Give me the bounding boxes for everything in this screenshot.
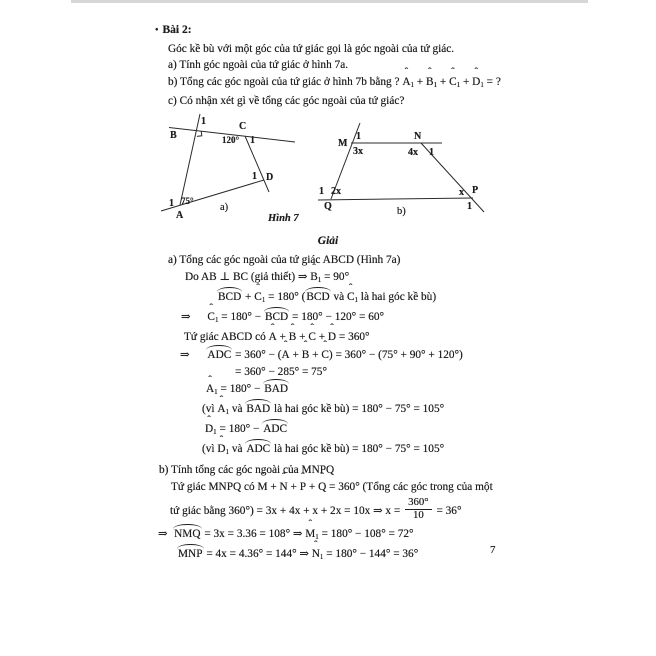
problem-line: c) Có nhận xét gì về tổng các góc ngoài của tứ giác? — [168, 95, 405, 108]
angle-hat: B ˆ — [310, 269, 318, 286]
label-ext-b1: 1 — [201, 116, 206, 127]
angle-hat: D ˆ — [472, 74, 480, 91]
line-cd-extended — [245, 136, 269, 192]
label-ext-d1: 1 — [252, 171, 257, 182]
solution-heading: Giải — [317, 235, 339, 247]
label-angle-c: 120° — [222, 135, 240, 145]
solution-line: ⇒ NMQ = 3x = 3.36 = 108° ⇒ M ˆ$_1$ = 180° − 108° = 72° — [0, 526, 656, 546]
label-ext-m1: 1 — [356, 131, 361, 142]
label-vertex-a: A — [176, 210, 184, 221]
solution-line: ⇒ ADC = 360° − (A ˆ + B ˆ + C ˆ) = 360° − (75° + 90° + 120°) — [0, 347, 656, 364]
figure-7a — [161, 114, 295, 221]
figure-hinh-7 — [150, 112, 500, 230]
subscript: 1 — [261, 296, 266, 305]
subscript: 1 — [319, 552, 324, 561]
angle-arc: ADC — [262, 421, 288, 438]
problem-lines — [155, 41, 585, 110]
angle-arc: NMQ — [173, 526, 201, 543]
solution-line: Tứ giác ABCD có A ˆ + B ˆ + C ˆ + D ˆ = 360° — [0, 329, 656, 346]
solution-line: BCD + C ˆ$_1$ = 180° (BCD và C ˆ$_1$ là hai góc kề bù) — [0, 289, 656, 309]
solution-line: b) Tính tổng các góc ngoài của MNPQ — [159, 463, 335, 476]
label-angle-m: 3x — [353, 146, 363, 157]
subscript: 1 — [315, 532, 319, 541]
angle-hat: C ˆ — [347, 289, 355, 306]
right-angle-mark — [197, 131, 202, 136]
line-qp-extended — [318, 198, 473, 200]
problem-line: Góc kề bù với một góc của tứ giác gọi là góc ngoài của tứ giác. — [168, 42, 455, 55]
angle-hat: A ˆ — [269, 329, 277, 346]
label-vertex-n: N — [414, 131, 422, 142]
angle-hat: P ˆ — [300, 479, 306, 496]
problem-statement — [155, 22, 585, 110]
angle-hat: A ˆ — [217, 401, 225, 418]
label-angle-n: 4x — [408, 147, 418, 158]
subscript: 1 — [410, 80, 414, 89]
solution-line: Tứ giác MNPQ có M ˆ + N ˆ + P ˆ + Q ˆ = 360° (Tổng các góc trong của một — [0, 479, 656, 496]
label-angle-p: x — [459, 187, 464, 198]
angle-hat: N ˆ — [312, 546, 320, 563]
angle-hat: B ˆ — [289, 329, 297, 346]
label-sub-b: b) — [397, 206, 406, 217]
angle-hat: D ˆ — [217, 441, 225, 458]
angle-hat: A ˆ — [402, 74, 410, 91]
solution-line: A ˆ$_1$ = 180° − BAD — [0, 381, 656, 401]
line-ab-extended — [180, 114, 200, 205]
solution-body — [0, 252, 656, 566]
angle-arc: MNP — [177, 546, 204, 563]
label-vertex-d: D — [266, 172, 274, 183]
figure-7b — [318, 123, 484, 217]
fraction: $\frac{360^\circ}{10}$ — [405, 497, 432, 522]
label-ext-n1: 1 — [429, 147, 434, 158]
angle-hat: B ˆ — [302, 347, 310, 364]
angle-hat: Q ˆ — [318, 479, 326, 496]
angle-hat: A ˆ — [206, 381, 214, 398]
angle-hat: D ˆ — [328, 329, 336, 346]
label-vertex-b: B — [170, 130, 177, 141]
angle-arc: BAD — [263, 381, 289, 398]
solution-line: a) Tổng các góc ngoài của tứ giác ABCD (Hình 7a) — [168, 254, 401, 266]
page-edge-shadow — [71, 0, 588, 3]
angle-hat: C ˆ — [254, 289, 262, 306]
label-vertex-p: P — [472, 185, 479, 196]
label-ext-p1: 1 — [467, 201, 472, 212]
solution-line: Do AB ⊥ BC (giả thiết) ⇒ B ˆ$_1$ = 90° — [0, 269, 656, 289]
label-vertex-q: Q — [324, 201, 332, 212]
figure-caption: Hình 7 — [268, 213, 299, 224]
angle-arc: ADC — [206, 347, 232, 364]
solution-line: (vì A ˆ$_1$ và BAD là hai góc kề bù) = 180° − 75° = 105° — [0, 401, 656, 421]
subscript: 1 — [225, 408, 230, 417]
label-ext-c1: 1 — [250, 135, 255, 146]
angle-arc: BCD — [217, 289, 242, 306]
subscript: 1 — [225, 448, 230, 457]
angle-hat: C ˆ — [308, 329, 316, 346]
label-vertex-c: C — [239, 121, 247, 132]
subscript: 1 — [214, 388, 218, 397]
angle-hat: M ˆ — [305, 526, 315, 543]
label-sub-a: a) — [220, 202, 229, 213]
angle-arc: ADC — [245, 441, 271, 458]
subscript: 1 — [456, 80, 461, 89]
angle-hat: B ˆ — [426, 74, 434, 91]
angle-hat: C ˆ — [321, 347, 329, 364]
angle-hat: M ˆ — [257, 479, 267, 496]
angle-hat: C ˆ — [449, 74, 457, 91]
label-ext-q1: 1 — [319, 186, 324, 197]
angle-hat: N ˆ — [280, 479, 288, 496]
solution-line: tứ giác bằng 360°) = 3x + 4x + x + 2x = 10x ⇒ x = $\frac{360^\circ}{10}$ = 36° — [170, 496, 462, 522]
label-angle-q: 2x — [331, 186, 341, 197]
label-angle-a: 75° — [181, 196, 194, 206]
page-number: 7 — [490, 544, 496, 556]
angle-arc: BCD — [305, 289, 330, 306]
subscript: 1 — [433, 80, 438, 89]
solution-line: D ˆ$_1$ = 180° − ADC — [0, 421, 656, 441]
subscript: 1 — [317, 276, 322, 285]
problem-line: a) Tính góc ngoài của tứ giác ở hình 7a. — [168, 59, 349, 72]
solution-line: ⇒ C ˆ$_1$ = 180° − BCD = 180° − 120° = 60° — [0, 309, 656, 329]
solution-line: (vì D ˆ$_1$ và ADC là hai góc kề bù) = 180° − 75° = 105° — [0, 441, 656, 461]
problem-title: Bài 2: — [162, 24, 192, 36]
problem-line: b) Tổng các góc ngoài của tứ giác ở hình 7b bằng ? A ˆ$_1$ + B ˆ$_1$ + C ˆ$_1$ + D ˆ$_1$ = ? — [168, 74, 585, 93]
problem-title-row — [155, 22, 585, 40]
subscript: 1 — [213, 428, 217, 437]
angle-hat: A ˆ — [282, 347, 290, 364]
label-ext-a1: 1 — [169, 198, 174, 209]
label-vertex-m: M — [338, 138, 348, 149]
angle-hat: D ˆ — [205, 421, 213, 438]
subscript: 1 — [214, 316, 219, 325]
angle-hat: C ˆ — [207, 309, 215, 326]
bullet-icon: • — [155, 25, 159, 36]
subscript: 1 — [354, 296, 358, 305]
line-ad-extended — [161, 180, 264, 211]
solution-line: MNP = 4x = 4.36° = 144° ⇒ N ˆ$_1$ = 180° − 144° = 36° — [0, 546, 656, 566]
angle-arc: BAD — [245, 401, 271, 418]
subscript: 1 — [480, 80, 484, 89]
solution-line: = 360° − 285° = 75° — [235, 366, 327, 379]
angle-arc: BCD — [264, 309, 289, 326]
